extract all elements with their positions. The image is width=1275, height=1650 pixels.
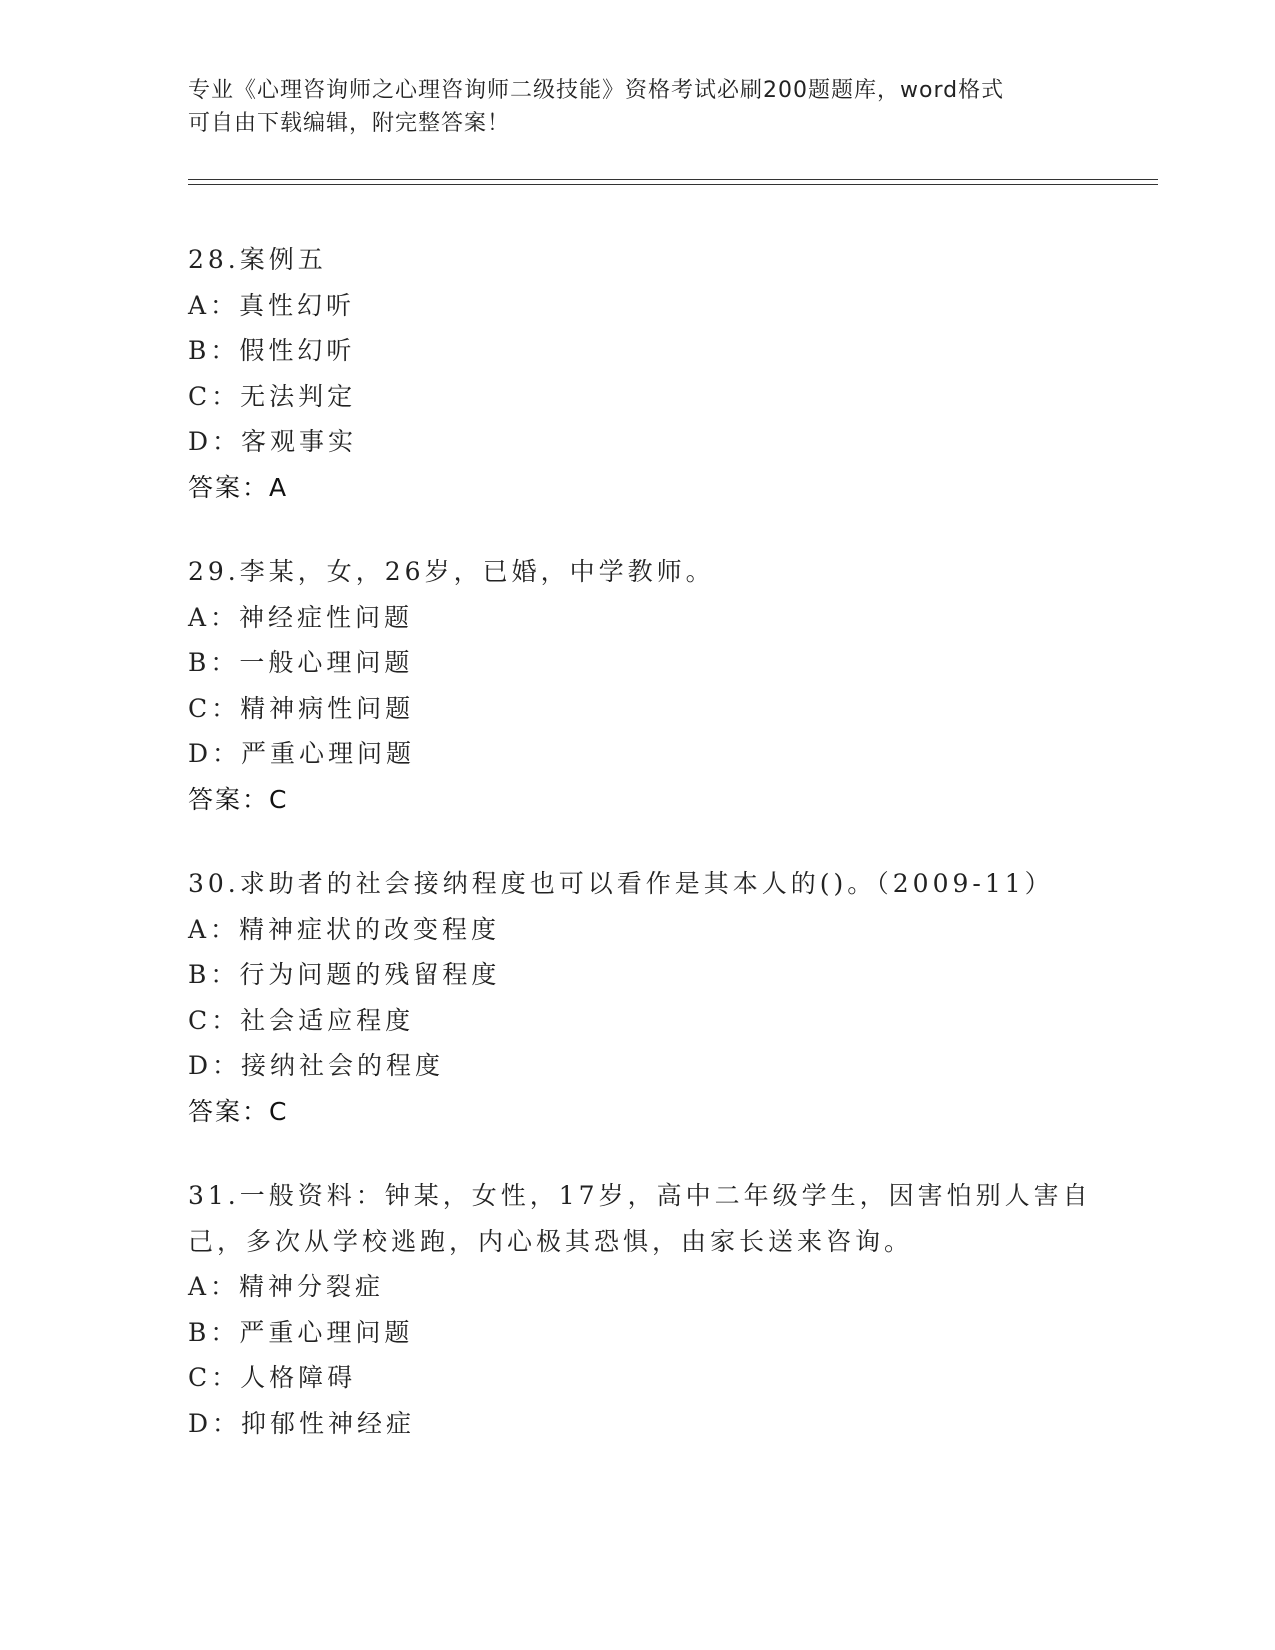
header-divider-top <box>188 179 1158 180</box>
header-line-1: 专业《心理咨询师之心理咨询师二级技能》资格考试必刷200题题库，word格式 <box>188 78 1005 103</box>
question-text-line-2: 己，多次从学校逃跑，内心极其恐惧，由家长送来咨询。 <box>188 1226 914 1256</box>
option-b: B：严重心理问题 <box>188 1317 414 1347</box>
option-c: C：精神病性问题 <box>188 693 415 723</box>
question-text: 28.案例五 <box>188 245 327 274</box>
document-header <box>188 74 1088 140</box>
header-line-2: 可自由下载编辑，附完整答案！ <box>188 111 511 136</box>
question-30 <box>188 861 1108 1134</box>
question-31 <box>188 1173 1108 1446</box>
answer: 答案：C <box>188 1096 289 1126</box>
option-d: D：严重心理问题 <box>188 739 416 768</box>
option-a: A：精神症状的改变程度 <box>188 914 501 944</box>
option-c: C：人格障碍 <box>188 1363 357 1392</box>
option-c: C：无法判定 <box>188 381 357 411</box>
option-b: B：行为问题的残留程度 <box>188 960 501 989</box>
option-b: B：假性幻听 <box>188 336 356 365</box>
answer: 答案：C <box>188 784 289 814</box>
header-divider-bottom <box>188 184 1158 185</box>
question-29 <box>188 549 1108 822</box>
question-text-line-1: 31.一般资料：钟某，女性，17岁，高中二年级学生，因害怕别人害自 <box>188 1181 1092 1210</box>
question-text: 30.求助者的社会接纳程度也可以看作是其本人的()。（2009-11） <box>188 869 1054 898</box>
option-c: C：社会适应程度 <box>188 1005 415 1035</box>
question-list <box>188 237 1108 1485</box>
answer: 答案：A <box>188 472 289 502</box>
option-d: D：接纳社会的程度 <box>188 1051 445 1080</box>
option-a: A：真性幻听 <box>188 290 356 320</box>
option-a: A：精神分裂症 <box>188 1272 385 1301</box>
option-a: A：神经症性问题 <box>188 602 414 632</box>
option-d: D：抑郁性神经症 <box>188 1408 416 1438</box>
question-text: 29.李某，女，26岁，已婚，中学教师。 <box>188 557 715 586</box>
option-d: D：客观事实 <box>188 427 358 456</box>
option-b: B：一般心理问题 <box>188 648 414 677</box>
question-28 <box>188 237 1108 510</box>
